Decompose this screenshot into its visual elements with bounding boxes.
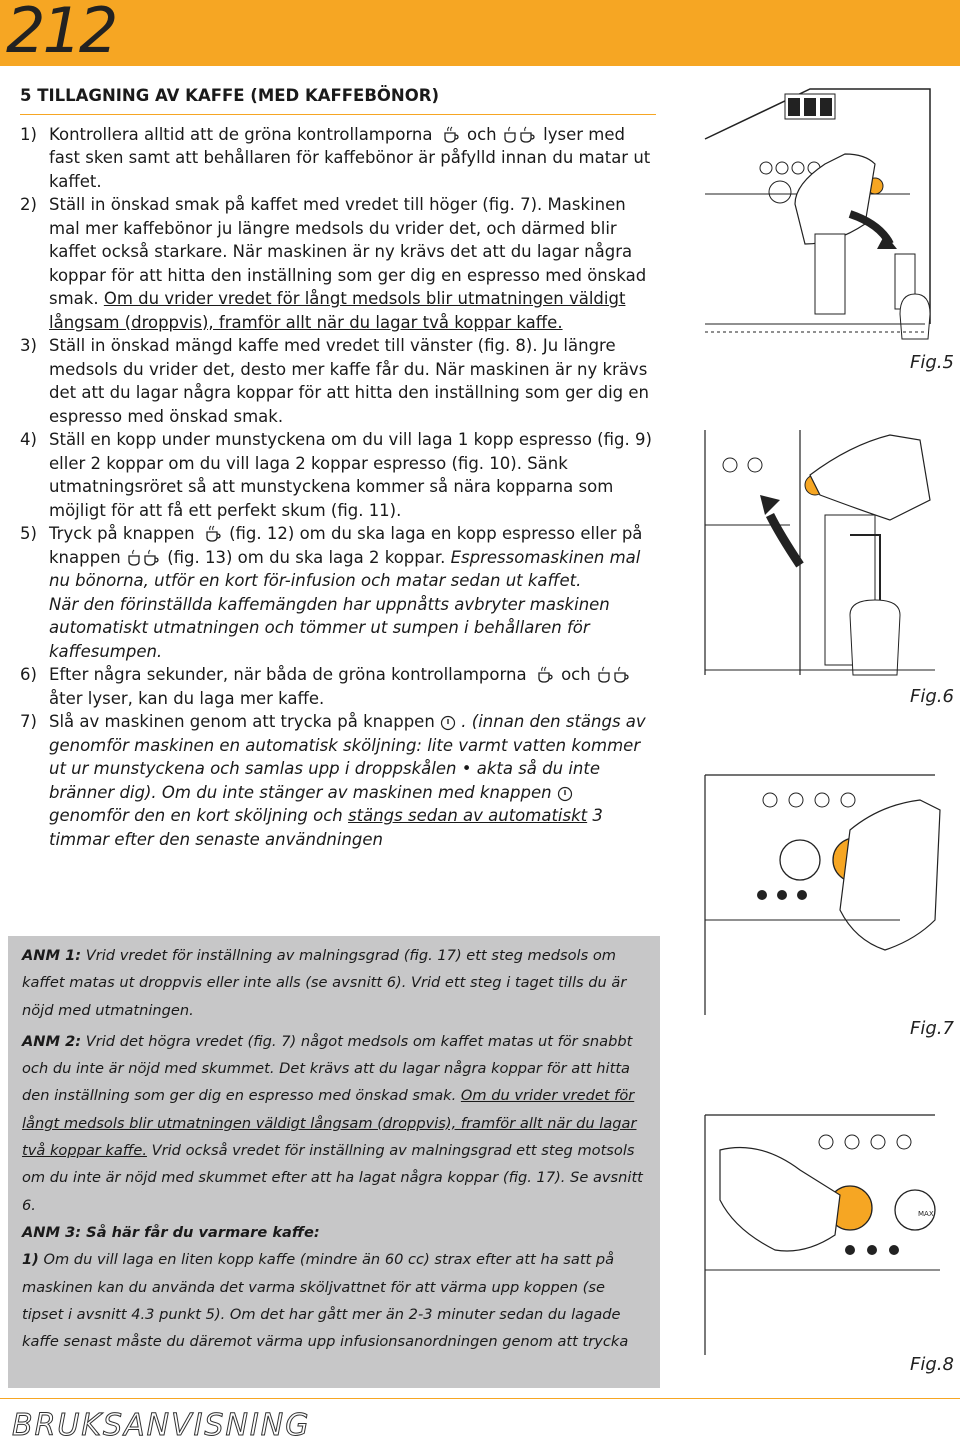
note-3: 1) Om du vill laga en liten kopp kaffe (mindre än 60 cc) strax efter att ha satt på maskinen kan du använda det varma sköljvattnet för att värma upp koppen (se tipset i avsnitt 4.3 punkt 5). Om det har gått mer än 2-3 minuter sedan du lagade kaffe senast måste du däremot värma upp infusionsanordningen genom att trycka [22,1251,629,1351]
figure-6 [700,425,950,690]
two-cups-icon [502,126,538,144]
footer-rule [0,1398,960,1399]
section-rule [20,114,656,115]
figure-5 [700,84,950,344]
note-2: ANM 2: Vrid det högra vredet (fig. 7) något medsols om kaffet matas ut för snabbt och du inte är nöjd med skummet. Det krävs att du lagar några koppar för att hitta den inställning som ger dig en espresso med önskad smak. Om du vrider vredet för långt medsols blir utmatningen väldigt långsam (droppvis), framför allt när du lagar två koppar kaffe. Vrid också vredet för inställning av malningsgrad ett steg motsols om du inte är nöjd med skummet efter att ha lagat några koppar (fig. 17). Se avsnitt 6. [22,1032,643,1214]
step-4: 4) Ställ en kopp under munstyckena om du vill laga 1 kopp espresso (fig. 9) eller 2 koppar om du vill laga 2 koppar espresso (fig. 10). Sänk utmatningsröret så att munstyckena kommer så nära kopparna som möjligt för att få ett perfekt skum (fig. 11). [20,430,652,520]
figure-8-label: Fig.8 [910,1354,954,1375]
power-icon [440,715,456,731]
step-3: 3) Ställ in önskad mängd kaffe med vredet till vänster (fig. 8). Ju längre medsols du vrider det, desto mer kaffe får du. När maskinen är ny krävs det att du lagar några koppar för att hitta den inställning som ger dig en espresso med önskad smak. [20,336,649,426]
max-label: MAX [918,1210,934,1218]
step-7: 7) Slå av maskinen genom att trycka på knappen . (innan den stängs av genomför maskinen en automatisk sköljning: lite varmt vatten kommer ut ur munstyckena och samlas upp i droppskålen • akta så du inte bränner dig). Om du inte stänger av maskinen med knappen genomför den en kort sköljning och stängs sedan av automatiskt 3 timmar efter den senaste användningen [20,712,646,849]
step-5: 5) Tryck på knappen (fig. 12) om du ska laga en kopp espresso eller på knappen (fig. 13) om du ska laga 2 koppar. Espressomaskinen mal nu bönorna, utför en kort för-infusion och matar sedan ut kaffet. När den förinställda kaffemängden har uppnåtts avbryter maskinen automatiskt utmatningen och tömmer ut sumpen i behållaren för kaffesumpen. [20,524,643,661]
step-6: 6) Efter några sekunder, när båda de gröna kontrollamporna och åter lyser, kan du laga mer kaffe. [20,663,656,710]
main-text [20,84,656,851]
step-1: 1) Kontrollera alltid att de gröna kontrollamporna och lyser med fast sken samt att behållaren för kaffebönor är påfylld innan du matar ut kaffet. [20,124,651,191]
page-number: 212 [6,0,116,67]
note-3-heading: ANM 3: Så här får du varmare kaffe: [22,1223,320,1241]
one-cup-icon [438,126,462,144]
section-title: 5 TILLAGNING AV KAFFE (MED KAFFEBÖNOR) [20,86,440,105]
figure-6-label: Fig.6 [910,686,954,707]
notes [22,942,644,1355]
power-icon [557,786,573,802]
figure-8 [700,1110,950,1360]
figure-7-label: Fig.7 [910,1018,954,1039]
one-cup-icon [532,666,556,684]
two-cups-icon [126,549,162,567]
step-2: 2) Ställ in önskad smak på kaffet med vredet till höger (fig. 7). Maskinen mal mer kaffebönor ju längre medsols du vrider det, och därmed blir kaffet också starkare. När maskinen är ny krävs det att du lagar några koppar för att hitta den inställning som ger dig en espresso med önskad smak. Om du vrider vredet för långt medsols blir utmatningen väldigt långsam (droppvis), framför allt när du lagar två koppar kaffe. [20,195,647,332]
figure-5-label: Fig.5 [910,352,954,373]
figure-7 [700,770,950,1020]
one-cup-icon [200,525,224,543]
two-cups-icon [596,666,632,684]
footer-title: BRUKSANVISNING [12,1408,311,1443]
header-band [0,0,960,66]
note-1: ANM 1: Vrid vredet för inställning av malningsgrad (fig. 17) ett steg medsols om kaffet matas ut droppvis eller inte alls (se avsnitt 6). Vrid ett steg i taget tills du är nöjd med utmatningen. [22,947,627,1019]
